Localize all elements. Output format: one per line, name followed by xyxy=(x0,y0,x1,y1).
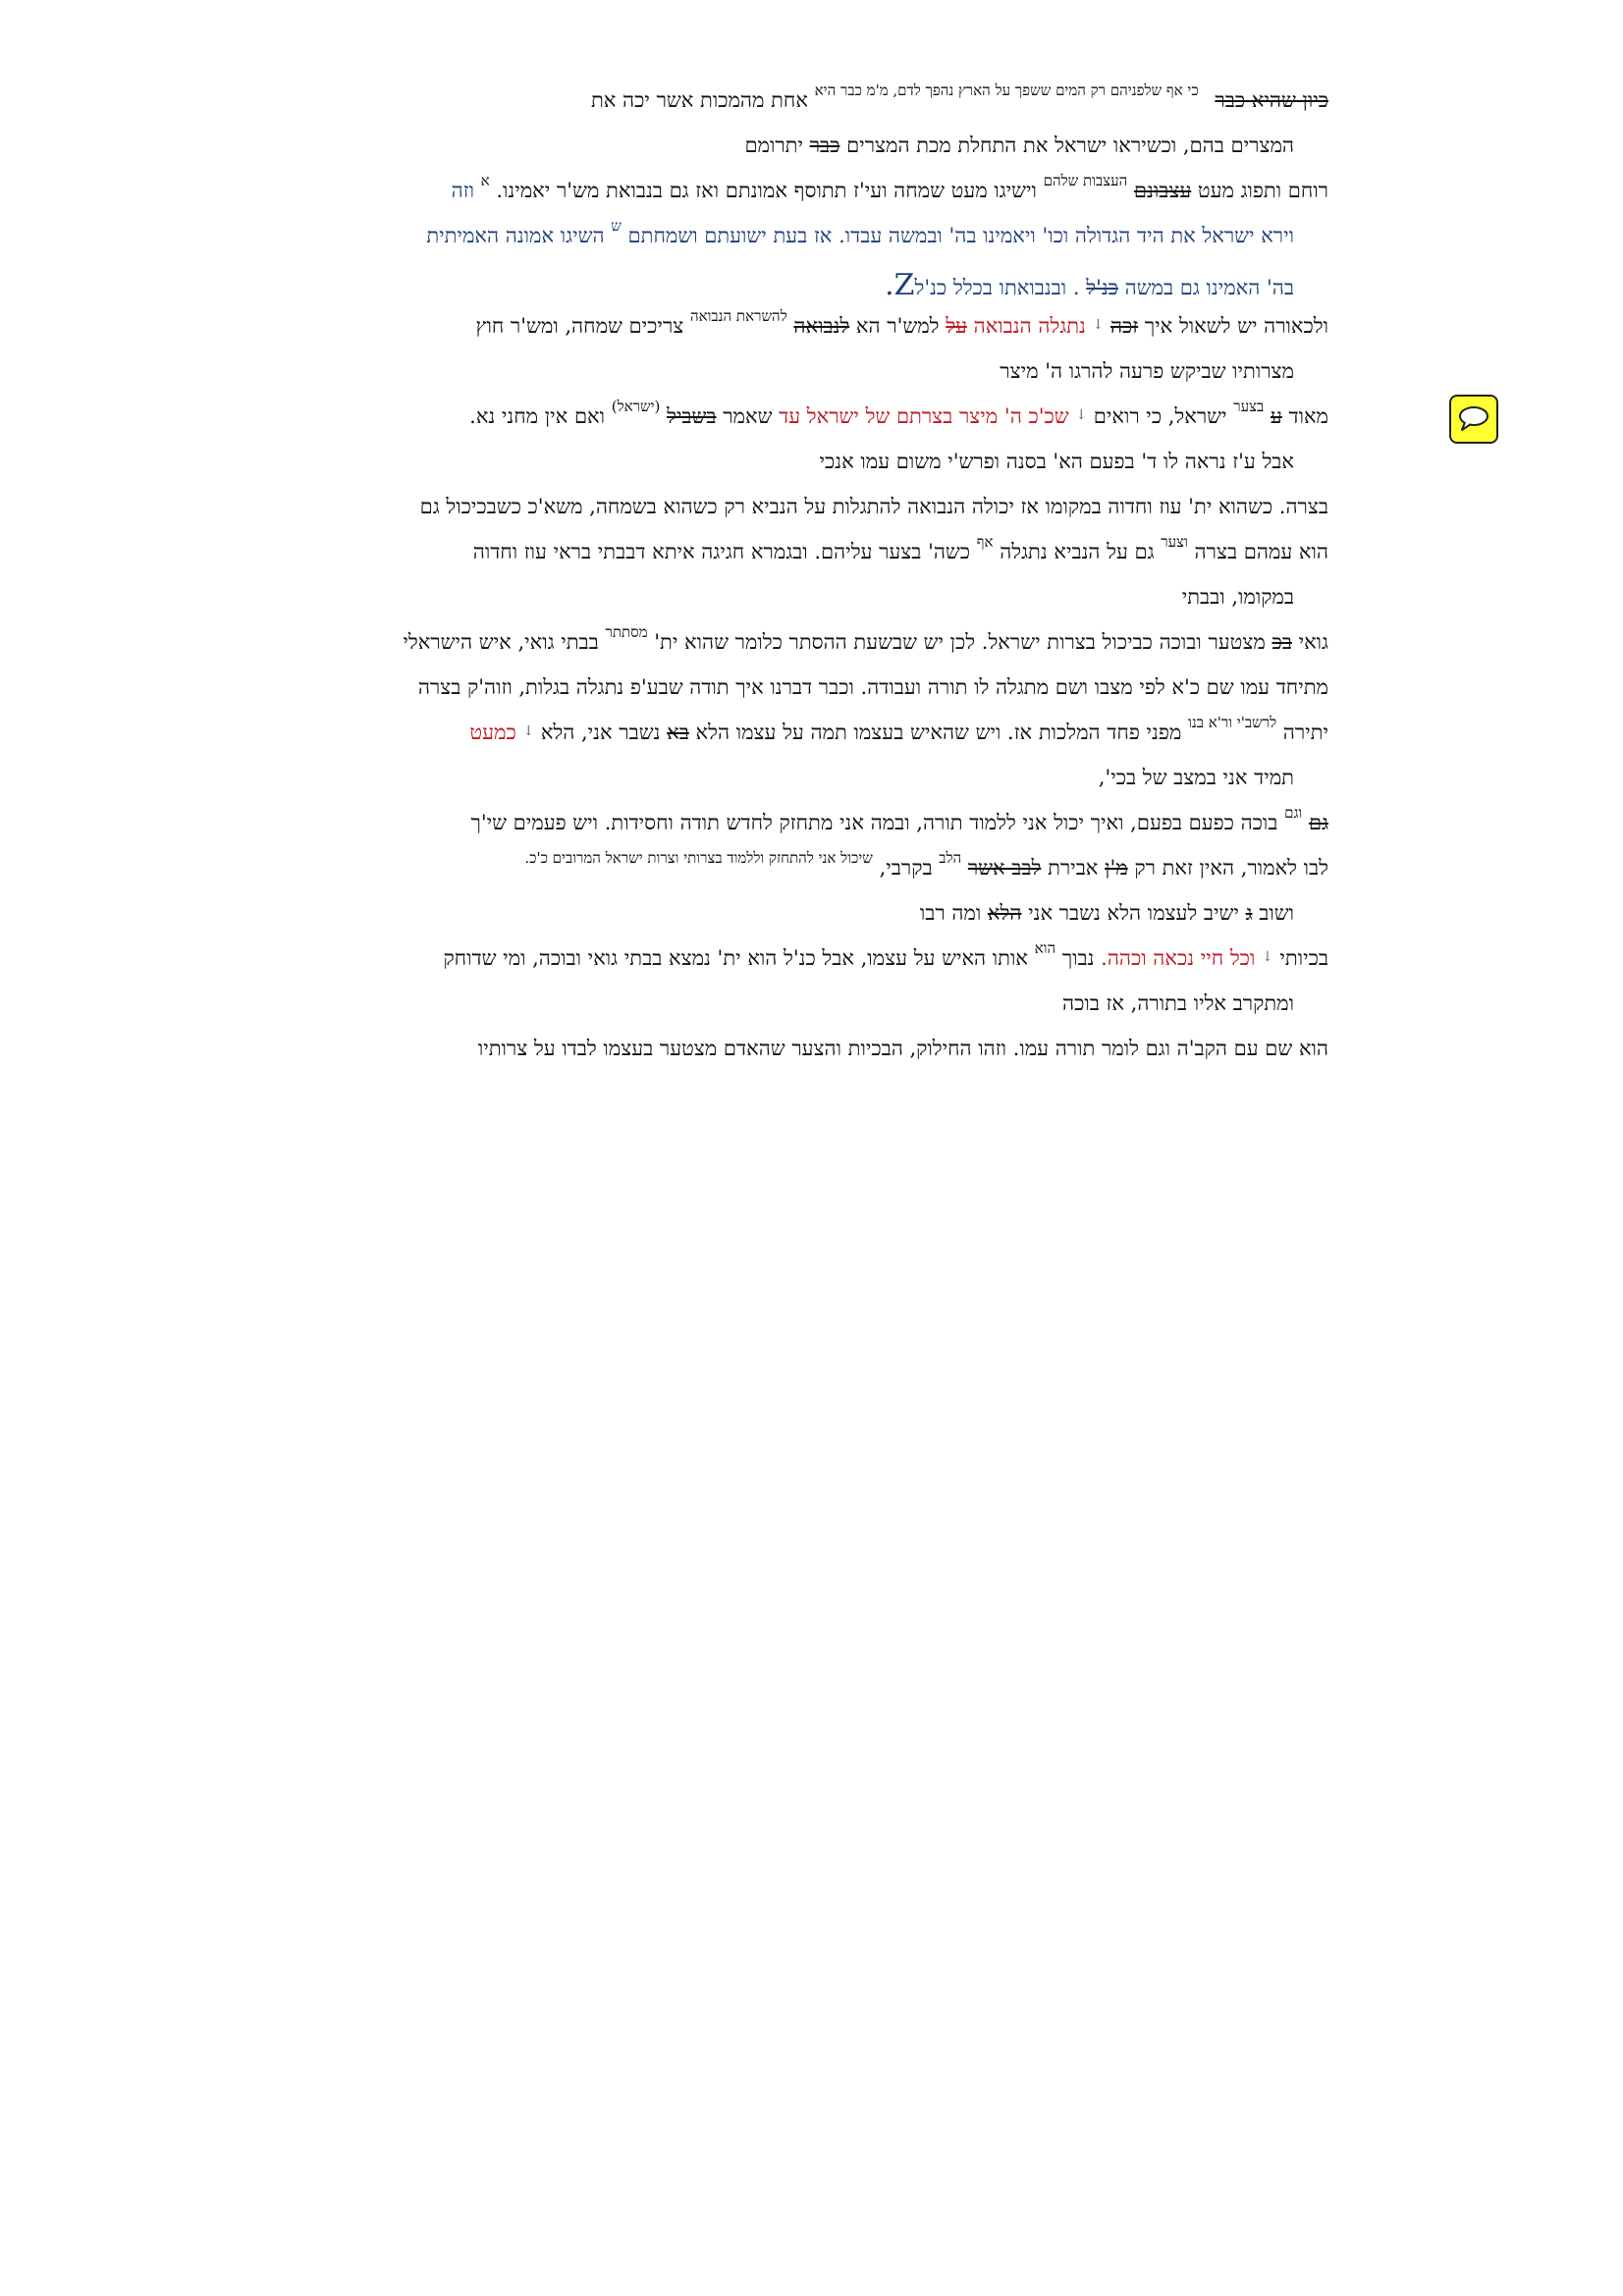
comment-note-icon[interactable] xyxy=(1449,395,1498,444)
line-text: צריכים שמחה, ומש'ר חוץ xyxy=(475,314,684,338)
text-line xyxy=(312,135,1328,181)
line-text: אבירת xyxy=(1048,856,1099,880)
line-text: בוכה כפעם בפעם, ואיך יכול אני ללמוד תורה, ובמה אני מתחזק לחדש תודה וחסידות. ויש פעמים שי'ך xyxy=(470,811,1278,834)
struck-text: בשביל xyxy=(667,404,717,428)
line-text: בה' האמינו גם במשה xyxy=(1124,276,1294,299)
text-line xyxy=(312,452,1328,497)
line-text: וירא ישראל את היד הגדולה וכו' ויאמינו בה' ובמשה עבדו. אז בעת ישועתם ושמחתם xyxy=(627,224,1294,247)
text-line xyxy=(312,268,1328,316)
text-line xyxy=(312,81,1328,135)
line-text: יתרומם xyxy=(744,133,803,157)
line-text: ואם אין מחני נא. xyxy=(469,404,606,428)
struck-text: כיון שהיא כבר xyxy=(1215,88,1328,112)
line-text: ולכאורה יש לשאול איך xyxy=(1144,314,1328,338)
struck-text: ע xyxy=(1270,404,1282,428)
line-text: אותו האיש על עצמו, אבל כנ'ל הוא ית' נמצא בבתי גואי ובוכה, ומי שדוחק xyxy=(443,946,1028,970)
text-line xyxy=(312,903,1328,948)
interlinear-insertion: הלב xyxy=(939,849,962,867)
handwritten-transcription-body xyxy=(312,81,1328,1084)
struck-text: זכה xyxy=(1109,314,1139,338)
line-text: ומתקרב אליו בתורה, אז בוכה xyxy=(1062,991,1294,1015)
line-text: ישראל, כי רואים xyxy=(1093,404,1227,428)
line-text: מצרותיו שביקש פרעה להרגו ה' מיצר xyxy=(1000,359,1294,383)
interlinear-insertion: בצער xyxy=(1233,398,1265,415)
struck-text: ג xyxy=(1245,901,1253,925)
struck-text: בכ xyxy=(1271,630,1292,654)
struck-text: לבב אשר xyxy=(967,856,1042,880)
z-mark: Z. xyxy=(885,268,915,302)
line-text: בצרה. כשהוא ית' עוז וחדוה במקומו אז יכולה הנבואה להתגלות על הנביא רק כשהוא בשמחה, משא'כ כשבכיכול גם xyxy=(419,495,1328,518)
text-line xyxy=(312,307,1328,361)
interlinear-insertion: להשראת הנבואה xyxy=(689,307,787,325)
interlinear-insertion: וגם xyxy=(1284,804,1303,822)
line-text: מתיחד עמו שם כ'א לפי מצבו ושם מתגלה לו תורה ועבודה. וכבר דברנו איך תודה שבע'פ נתגלה בגלות, וזוה'ק בצרה xyxy=(417,675,1328,699)
struck-text: מ'ן xyxy=(1105,856,1128,880)
struck-text: כבר xyxy=(809,133,840,157)
line-text: כשה' בצער עליהם. ובגמרא חגיגה איתא דבבתי בראי עוז וחדוה xyxy=(472,540,971,563)
line-text: בבתי גואי, איש הישראלי xyxy=(403,630,599,654)
interlinear-insertion: העצבות שלהם xyxy=(1043,172,1128,189)
line-text: ומה רבו xyxy=(919,901,982,925)
text-line xyxy=(312,849,1328,903)
line-text-red: נתגלה הנבואה xyxy=(973,314,1086,338)
line-text: יתירה xyxy=(1282,721,1328,744)
line-text: המצרים בהם, וכשיראו ישראל את התחלת מכת המצרים xyxy=(846,133,1294,157)
text-line xyxy=(312,1039,1328,1084)
line-text: אחת מהמכות אשר יכה את xyxy=(590,88,808,112)
line-text-red: וכל חיי נכאה וכהה. xyxy=(1101,946,1256,970)
line-text: גואי xyxy=(1298,630,1328,654)
text-line xyxy=(312,172,1328,226)
line-text: למש'ר הא xyxy=(855,314,940,338)
struck-text: לנבואה xyxy=(793,314,850,338)
line-text: גם על הנביא נתגלה xyxy=(1000,540,1155,563)
text-line xyxy=(312,587,1328,632)
line-text: רוחם ותפוג מעט xyxy=(1197,179,1328,202)
line-text: תמיד אני במצב של בכי', xyxy=(1098,766,1294,789)
interlinear-insertion: וצער xyxy=(1161,533,1188,551)
footnote-mark: ש xyxy=(611,217,622,235)
text-line xyxy=(312,939,1328,993)
line-text: שאמר xyxy=(723,404,773,428)
line-text: נשבר אני, הלא xyxy=(540,721,661,744)
interlinear-insertion: כי אף שלפניהם רק המים ששפך על הארץ נהפך לדם, מ'מ כבר היא xyxy=(814,81,1199,99)
interlinear-insertion: (ישראל) xyxy=(611,398,661,415)
text-line xyxy=(312,398,1328,452)
line-text: מצטער ובוכה כביכול בצרות ישראל. לכן יש שבשעת ההסתר כלומר שהוא ית' xyxy=(654,630,1266,654)
line-text: מאוד xyxy=(1288,404,1328,428)
interlinear-insertion: מסתתר xyxy=(605,623,648,641)
text-line xyxy=(312,768,1328,813)
interlinear-insertion: שיכול אני להתחזק וללמוד בצרותי וצרות ישראל המרובים כ'כ. xyxy=(524,849,873,867)
insertion-arrow-icon: ↓ xyxy=(522,723,535,739)
line-text-red: כמעט xyxy=(469,721,516,744)
struck-text: גם xyxy=(1308,811,1328,834)
text-line xyxy=(312,714,1328,768)
speech-bubble-icon xyxy=(1457,404,1490,434)
struck-text: בא xyxy=(667,721,689,744)
line-text: מפני פחד המלכות אז. ויש שהאיש בעצמו תמה על עצמו הלא xyxy=(695,721,1182,744)
line-text: אבל ע'ז נראה לו ד' בפעם הא' בסנה ופרש'י משום עמו אנכי xyxy=(819,450,1294,473)
line-text-blue: וזה xyxy=(451,179,474,202)
struck-text: על xyxy=(946,314,967,338)
line-text: השיגו אמונה האמיתית xyxy=(426,224,605,247)
line-text: נבוך xyxy=(1061,946,1095,970)
line-text: ושוב xyxy=(1259,901,1294,925)
insertion-arrow-icon: ↓ xyxy=(1262,949,1273,965)
line-text: בקרבי, xyxy=(879,856,933,880)
text-line xyxy=(312,993,1328,1039)
line-text: הוא שם עם הקב'ה וגם לומר תורה עמו. וזהו החילוק, הבכיות והצער שהאדם מצטער בעצמו לבדו על צרותיו xyxy=(477,1037,1328,1060)
line-text: לבו לאמור, האין זאת רק xyxy=(1134,856,1328,880)
footnote-mark: א xyxy=(480,172,490,189)
struck-text: הלא xyxy=(987,901,1022,925)
line-text-red: שכ'כ ה' מיצר בצרתם של ישראל עד xyxy=(779,404,1069,428)
text-line xyxy=(312,361,1328,406)
text-line xyxy=(312,217,1328,271)
text-line xyxy=(312,623,1328,677)
line-text: בכיותי xyxy=(1279,946,1328,970)
interlinear-insertion: לרשב'י ור'א בנו xyxy=(1187,714,1277,731)
line-text: . ובנבואתו בכלל כנ'ל xyxy=(914,276,1080,299)
struck-text: כנ'ל xyxy=(1086,276,1118,299)
struck-text: עצבונם xyxy=(1133,179,1192,202)
interlinear-insertion: הוא xyxy=(1034,939,1056,957)
interlinear-insertion: אף xyxy=(976,533,994,551)
insertion-arrow-icon: ↓ xyxy=(1092,317,1105,333)
line-text: הוא עמהם בצרה xyxy=(1194,540,1328,563)
text-line xyxy=(312,677,1328,722)
text-line xyxy=(312,533,1328,587)
insertion-arrow-icon: ↓ xyxy=(1075,407,1088,423)
line-text: במקומו, ובבתי xyxy=(1181,585,1294,609)
line-text: ישיב לעצמו הלא נשבר אני xyxy=(1028,901,1239,925)
line-text: וישיגו מעט שמחה ועי'ז תתוסף אמונתם ואז גם בנבואת מש'ר יאמינו. xyxy=(496,179,1037,202)
